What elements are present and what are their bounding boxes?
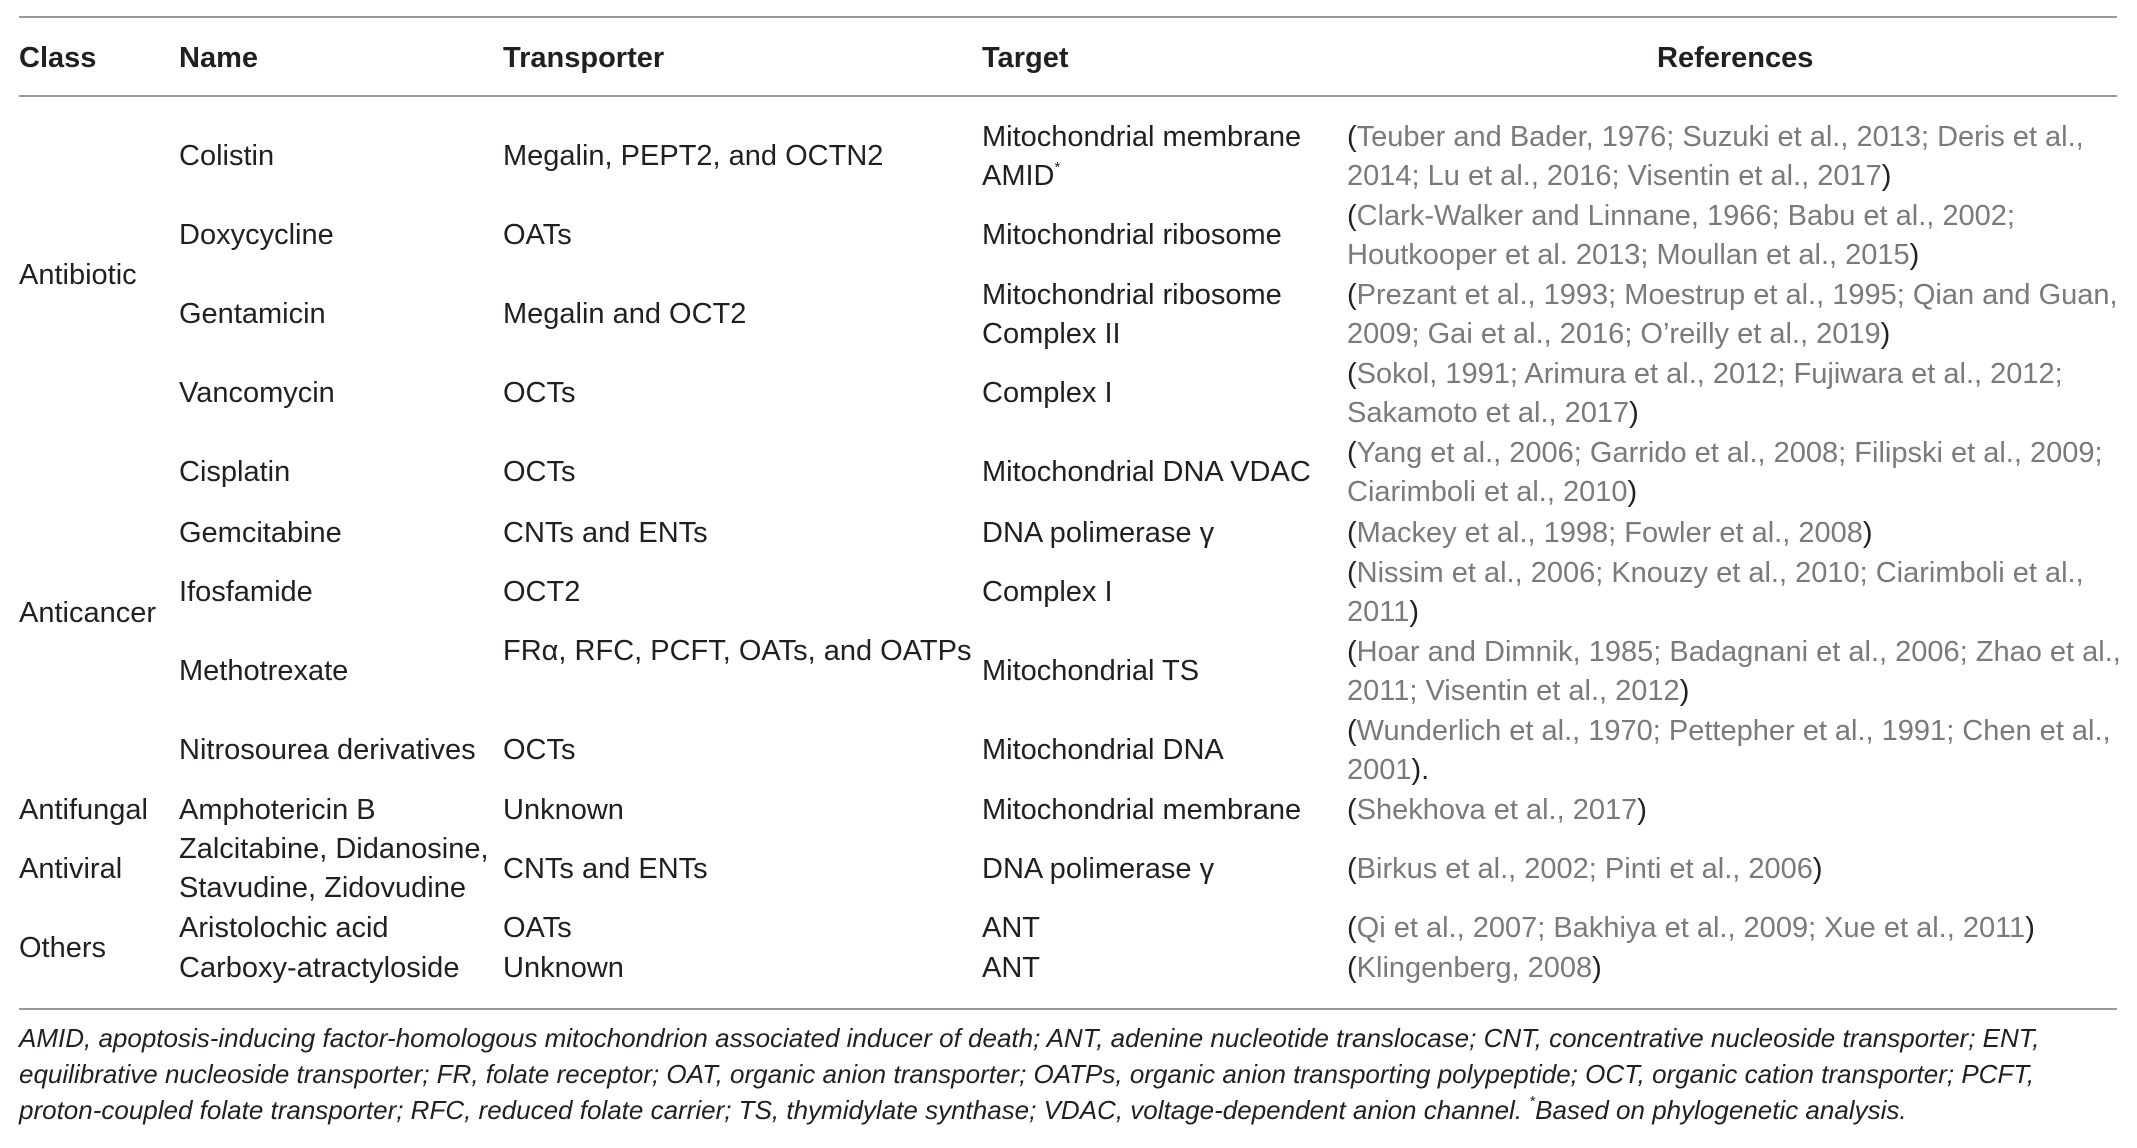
name-cell: Aristolochic acid bbox=[179, 912, 389, 944]
transporter-cell: CNTs and ENTs bbox=[503, 517, 708, 549]
class-antiviral: Antiviral bbox=[19, 853, 123, 885]
target-cell: DNA polimerase γ bbox=[982, 853, 1215, 885]
header-name: Name bbox=[179, 42, 258, 74]
name-cell: Gentamicin bbox=[179, 298, 326, 330]
target-cell: ANT bbox=[982, 912, 1040, 944]
name-cell: Vancomycin bbox=[179, 377, 335, 409]
transporter-cell: OCTs bbox=[503, 456, 576, 488]
name-cell: Ifosfamide bbox=[179, 576, 313, 608]
bottom-rule bbox=[19, 1008, 2117, 1010]
transporter-cell: OCTs bbox=[503, 734, 576, 766]
name-cell: Gemcitabine bbox=[179, 517, 342, 549]
name-cell: Methotrexate bbox=[179, 655, 349, 687]
header-target: Target bbox=[982, 42, 1069, 74]
transporter-cell: Unknown bbox=[503, 794, 624, 826]
header-transporter: Transporter bbox=[503, 42, 665, 74]
target-cell: Mitochondrial DNA VDAC bbox=[982, 456, 1311, 488]
header-class: Class bbox=[19, 42, 97, 74]
name-cell: Zalcitabine, Didanosine, Stavudine, Zidovudine bbox=[179, 833, 489, 904]
reference-cell: (Teuber and Bader, 1976; Suzuki et al., 2013; Deris et al., 2014; Lu et al., 2016; Visentin et al., 2017) bbox=[1347, 121, 2084, 192]
transporter-cell: Megalin and OCT2 bbox=[503, 298, 747, 330]
target-cell: DNA polimerase γ bbox=[982, 517, 1215, 549]
name-cell: Colistin bbox=[179, 140, 275, 172]
header-references: References bbox=[1657, 42, 1814, 74]
name-cell: Nitrosourea derivatives bbox=[179, 734, 476, 766]
transporter-cell: FRα, RFC, PCFT, OATs, and OATPs bbox=[503, 635, 972, 667]
name-cell: Doxycycline bbox=[179, 219, 334, 251]
reference-cell: (Hoar and Dimnik, 1985; Badagnani et al., 2006; Zhao et al., 2011; Visentin et al., 2012) bbox=[1347, 636, 2121, 707]
reference-cell: (Birkus et al., 2002; Pinti et al., 2006) bbox=[1347, 853, 1823, 885]
table-footnote: AMID, apoptosis-inducing factor-homologous mitochondrion associated inducer of death; ANT, adenine nucleotide translocase; CNT, concentrative nucleoside transporter; ENT, equilibrative nucleoside transporter; FR, folate receptor; OAT, organic anion transporter; OATPs, organic anion transporting polypeptide; OCT, organic cation transporter; PCFT, proton-coupled folate transporter; RFC, reduced folate carrier; TS, thymidylate synthase; VDAC, voltage-dependent anion channel. *Based on phylogenetic analysis. bbox=[19, 1023, 2040, 1125]
reference-cell: (Sokol, 1991; Arimura et al., 2012; Fujiwara et al., 2012; Sakamoto et al., 2017) bbox=[1347, 358, 2063, 429]
transporter-cell: CNTs and ENTs bbox=[503, 853, 708, 885]
transporter-cell: OATs bbox=[503, 219, 572, 251]
reference-cell: (Qi et al., 2007; Bakhiya et al., 2009; Xue et al., 2011) bbox=[1347, 912, 2035, 944]
target-cell: ANT bbox=[982, 952, 1040, 984]
name-cell: Amphotericin B bbox=[179, 794, 376, 826]
class-anticancer: Anticancer bbox=[19, 597, 157, 629]
target-cell: Mitochondrial ribosome Complex II bbox=[982, 279, 1282, 350]
reference-cell: (Prezant et al., 1993; Moestrup et al., 1995; Qian and Guan, 2009; Gai et al., 2016; O’reilly et al., 2019) bbox=[1347, 279, 2118, 350]
transporter-cell: OCT2 bbox=[503, 576, 581, 608]
target-cell: Complex I bbox=[982, 377, 1113, 409]
transporter-cell: Unknown bbox=[503, 952, 624, 984]
target-cell: Mitochondrial membrane AMID* bbox=[982, 121, 1302, 192]
target-cell: Complex I bbox=[982, 576, 1113, 608]
class-antibiotic: Antibiotic bbox=[19, 259, 137, 291]
target-cell: Mitochondrial DNA bbox=[982, 734, 1224, 766]
reference-cell: (Nissim et al., 2006; Knouzy et al., 2010; Ciarimboli et al., 2011) bbox=[1347, 557, 2084, 628]
top-rule bbox=[19, 16, 2117, 18]
name-cell: Cisplatin bbox=[179, 456, 291, 488]
reference-cell: (Mackey et al., 1998; Fowler et al., 2008) bbox=[1347, 517, 1873, 549]
reference-cell: (Wunderlich et al., 1970; Pettepher et al., 1991; Chen et al., 2001). bbox=[1347, 715, 2111, 786]
reference-cell: (Shekhova et al., 2017) bbox=[1347, 794, 1647, 826]
reference-cell: (Klingenberg, 2008) bbox=[1347, 952, 1602, 984]
transporter-cell: OCTs bbox=[503, 377, 576, 409]
target-cell: Mitochondrial TS bbox=[982, 655, 1200, 687]
transporter-cell: OATs bbox=[503, 912, 572, 944]
transporter-cell: Megalin, PEPT2, and OCTN2 bbox=[503, 140, 884, 172]
target-cell: Mitochondrial ribosome bbox=[982, 219, 1282, 251]
reference-cell: (Clark-Walker and Linnane, 1966; Babu et al., 2002; Houtkooper et al. 2013; Moullan et al., 2015) bbox=[1347, 200, 2015, 271]
header-rule bbox=[19, 95, 2117, 97]
reference-cell: (Yang et al., 2006; Garrido et al., 2008; Filipski et al., 2009; Ciarimboli et al., 2010) bbox=[1347, 437, 2103, 508]
target-cell: Mitochondrial membrane bbox=[982, 794, 1302, 826]
name-cell: Carboxy-atractyloside bbox=[179, 952, 460, 984]
class-antifungal: Antifungal bbox=[19, 794, 148, 826]
class-others: Others bbox=[19, 932, 107, 964]
